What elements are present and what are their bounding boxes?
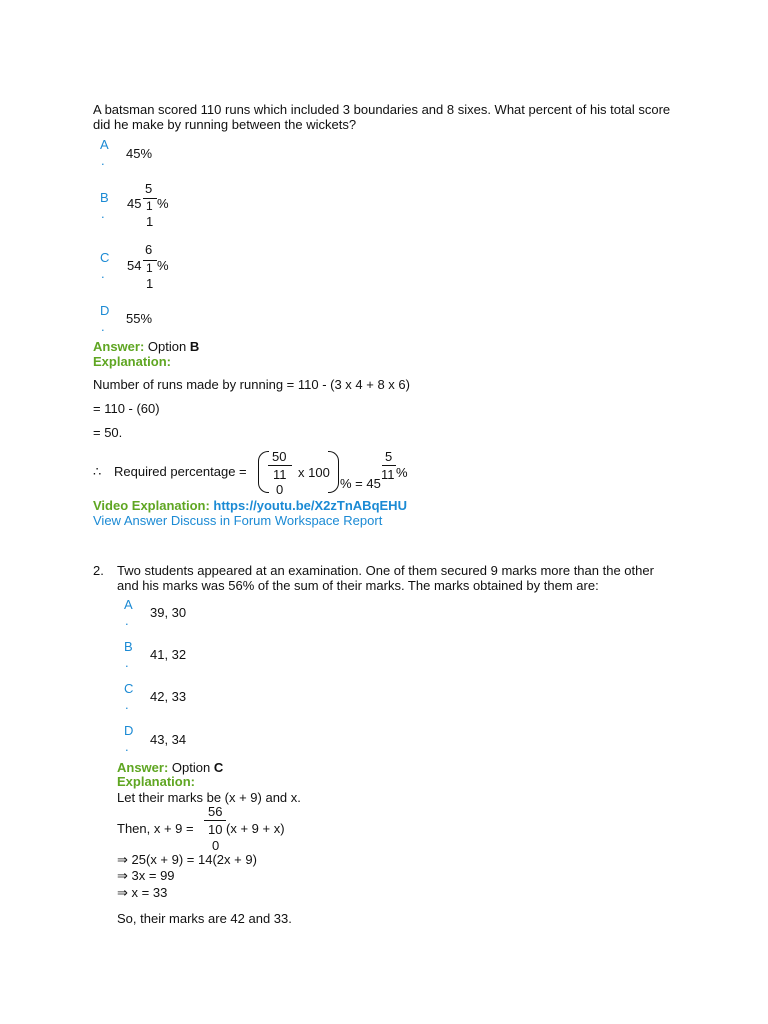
q1-step-3: = 50. <box>93 425 123 440</box>
q1-answer-text: Option <box>147 339 187 354</box>
q1-option-a-dot: . <box>101 153 105 168</box>
question-2-text: Two students appeared at an examination. One of them secured 9 marks more than the other and his marks was 56% of the sum of their marks. The marks obtained by them are: <box>117 563 654 593</box>
q1-answer-option: B <box>189 339 200 354</box>
view-answer-link[interactable]: View Answer <box>93 513 168 528</box>
q1-formula-left-paren <box>258 451 269 493</box>
q1-formula-result-den: 11 <box>381 467 395 482</box>
q1-option-b-whole: 45 <box>127 196 142 211</box>
q2-then-label: Then, x + 9 = <box>117 821 194 836</box>
q1-option-c-suffix: % <box>157 258 169 273</box>
workspace-link[interactable]: Workspace <box>274 513 340 528</box>
q2-then-suffix: (x + 9 + x) <box>226 821 285 836</box>
q1-option-c-den-top: 1 <box>146 261 153 275</box>
q1-step-1: Number of runs made by running = 110 - (3 x 4 + 8 x 6) <box>93 377 410 392</box>
q2-option-d-letter[interactable]: D <box>124 723 134 738</box>
q2-option-b-letter[interactable]: B <box>124 639 133 654</box>
q1-formula-fraction-bar <box>268 465 292 466</box>
q1-option-c-dot: . <box>101 266 105 281</box>
q2-then-fraction-bar <box>204 820 226 821</box>
q2-option-d-dot: . <box>125 739 129 754</box>
q1-option-c-letter[interactable]: C <box>100 250 110 265</box>
q1-option-d-value: 55% <box>126 311 153 326</box>
q1-option-c-whole: 54 <box>127 258 142 273</box>
q1-step-2: = 110 - (60) <box>93 401 160 416</box>
q2-step-2-text: 3x = 99 <box>131 868 175 883</box>
q1-formula-den-bottom: 0 <box>276 482 284 497</box>
q1-formula-label: Required percentage = <box>114 464 247 479</box>
q2-answer-option: C <box>213 760 224 775</box>
q2-option-c-dot: . <box>125 697 129 712</box>
q1-formula-result-bar <box>382 465 396 466</box>
q1-option-a-letter[interactable]: A <box>100 137 109 152</box>
q2-answer-text: Option <box>171 760 211 775</box>
q2-step-3-text: x = 33 <box>131 885 168 900</box>
q2-step-3 <box>117 885 167 900</box>
q1-option-c-num: 6 <box>145 242 153 257</box>
implies-icon: ⇒ <box>117 885 128 900</box>
q2-step-1-text: 25(x + 9) = 14(2x + 9) <box>131 852 257 867</box>
q2-option-d-value: 43, 34 <box>150 732 187 747</box>
implies-icon: ⇒ <box>117 852 128 867</box>
q1-option-a-value: 45% <box>126 146 153 161</box>
q1-answer <box>93 339 199 354</box>
q1-formula-num: 50 <box>272 449 287 464</box>
q1-therefore-symbol: ∴ <box>93 464 102 479</box>
q1-video-link[interactable]: https://youtu.be/X2zTnABqEHU <box>213 498 407 513</box>
q2-option-c-value: 42, 33 <box>150 689 187 704</box>
implies-icon: ⇒ <box>117 868 128 883</box>
q2-option-a-letter[interactable]: A <box>124 597 133 612</box>
q2-answer-label: Answer: <box>117 760 169 775</box>
q1-answer-label: Answer: <box>93 339 145 354</box>
q1-formula-den-top: 11 <box>273 467 287 482</box>
question-2-number: 2. <box>93 563 104 578</box>
q2-explanation-label: Explanation: <box>117 774 196 789</box>
q2-conclusion: So, their marks are 42 and 33. <box>117 911 292 926</box>
q1-explanation-label: Explanation: <box>93 354 172 369</box>
q1-option-b-dot: . <box>101 206 105 221</box>
q1-formula-suffix: % = 45 <box>340 476 381 491</box>
q1-option-b-letter[interactable]: B <box>100 190 109 205</box>
q1-option-c-den-bottom: 1 <box>146 276 154 291</box>
q2-step-1 <box>117 852 257 867</box>
q2-step-2 <box>117 868 175 883</box>
q2-option-b-value: 41, 32 <box>150 647 187 662</box>
q1-option-b-num: 5 <box>145 181 153 196</box>
q1-option-b-den-bottom: 1 <box>146 214 154 229</box>
q1-video-label: Video Explanation: <box>93 498 210 513</box>
q2-answer <box>117 760 223 775</box>
q2-option-a-dot: . <box>125 613 129 628</box>
q2-option-c-letter[interactable]: C <box>124 681 134 696</box>
q2-then-den-bottom: 0 <box>212 838 220 853</box>
q1-formula-result-pct: % <box>396 465 408 480</box>
q1-formula-times: x 100 <box>298 465 330 480</box>
discuss-in-forum-link[interactable]: Discuss in Forum <box>170 513 272 528</box>
q1-option-b-den-top: 1 <box>146 199 153 213</box>
q2-option-b-dot: . <box>125 655 129 670</box>
q1-option-d-dot: . <box>101 319 105 334</box>
q1-option-d-letter[interactable]: D <box>100 303 110 318</box>
q1-links-row <box>93 513 382 528</box>
q1-formula-right-paren <box>328 451 339 493</box>
q2-let-line: Let their marks be (x + 9) and x. <box>117 790 301 805</box>
q1-option-b-suffix: % <box>157 196 169 211</box>
q1-formula-result-num: 5 <box>385 449 393 464</box>
report-link[interactable]: Report <box>343 513 383 528</box>
q2-then-den-top: 10 <box>208 822 223 837</box>
q2-option-a-value: 39, 30 <box>150 605 187 620</box>
question-1-text: A batsman scored 110 runs which included 3 boundaries and 8 sixes. What percent of his total score did he make by running between the wickets? <box>93 102 671 132</box>
q1-video-explanation <box>93 498 407 513</box>
q2-then-num: 56 <box>208 804 223 819</box>
